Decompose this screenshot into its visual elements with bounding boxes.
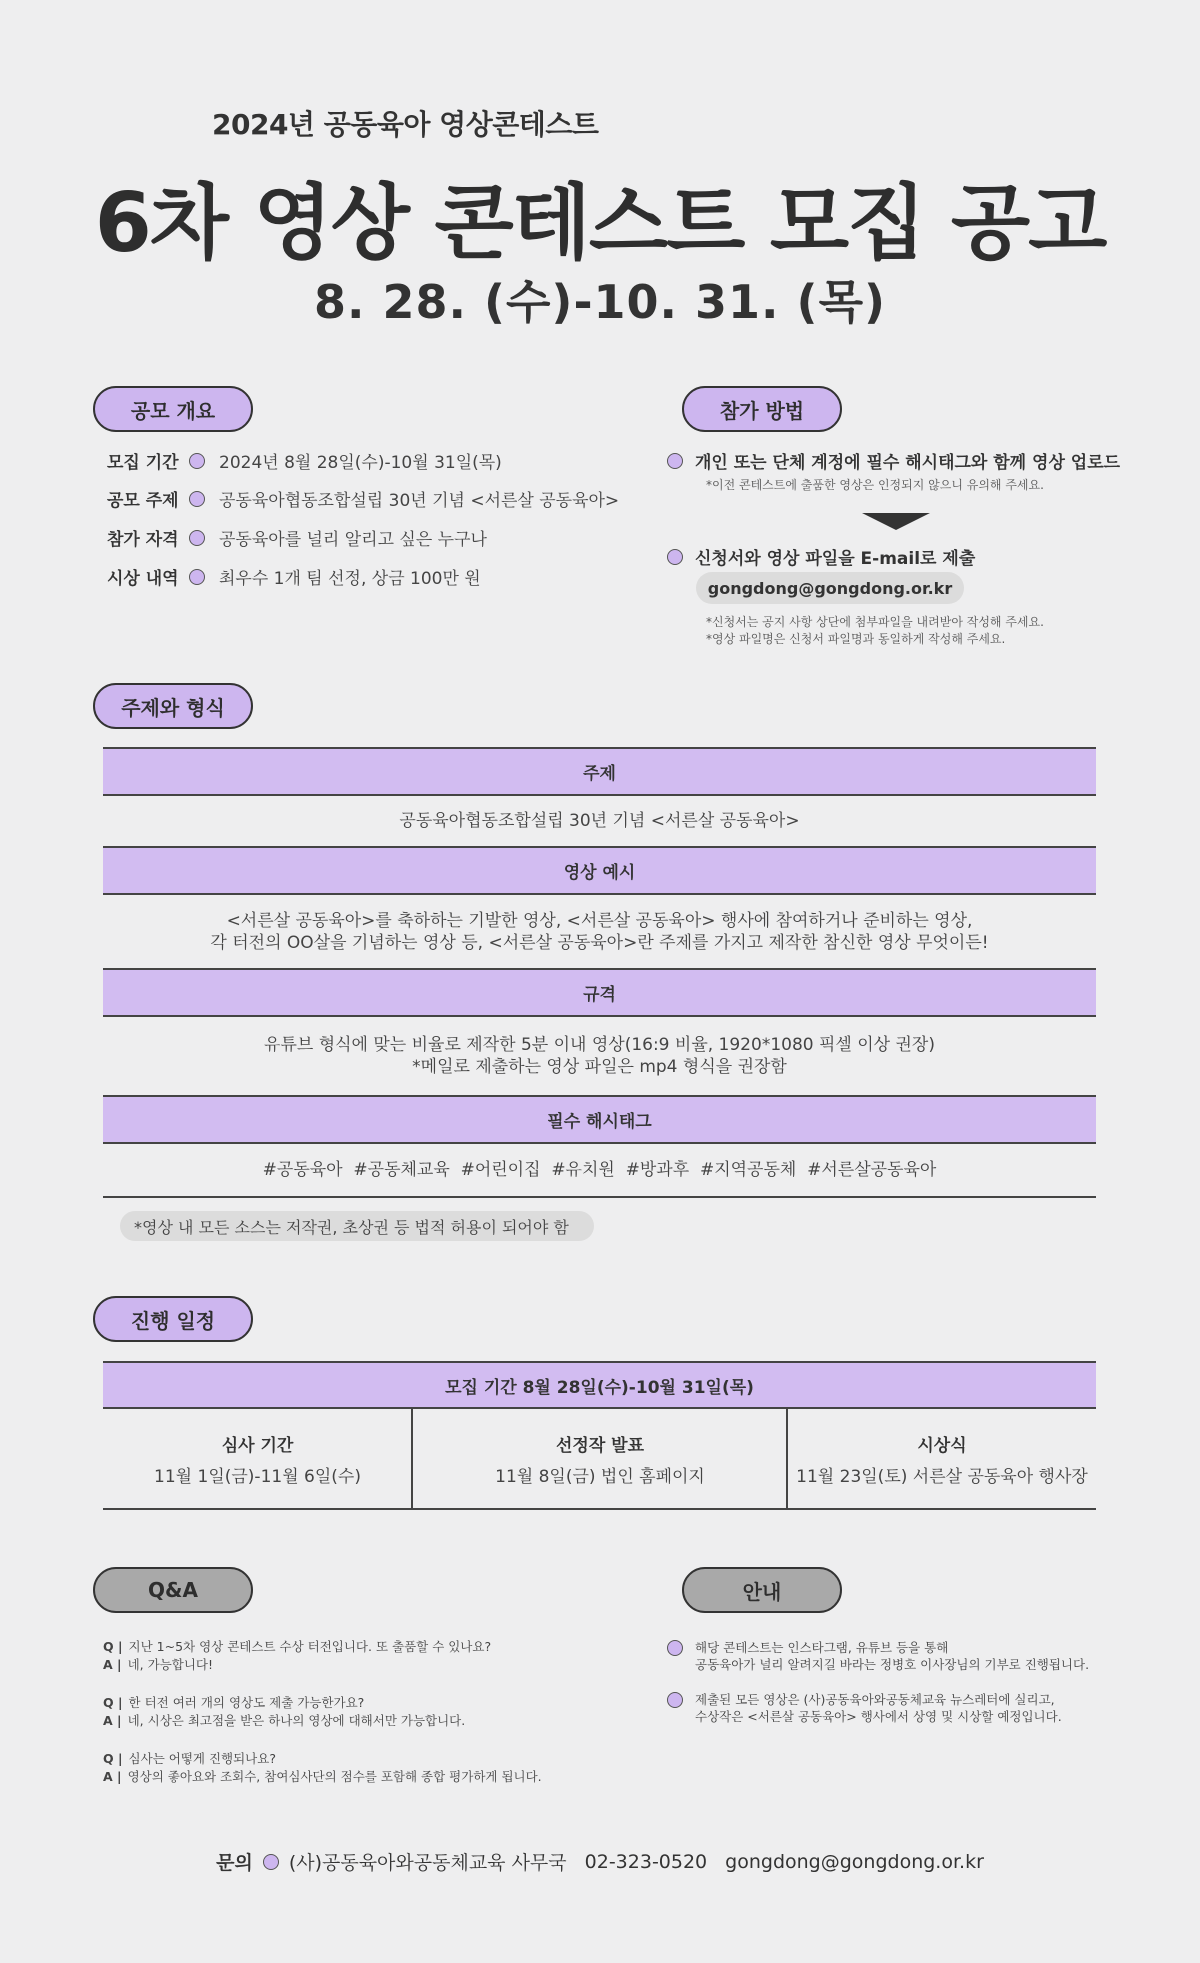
theme-section-label: 주제와 형식 xyxy=(93,683,253,729)
participation-section-label: 참가 방법 xyxy=(682,386,842,432)
schedule-column-value: 11월 1일(금)-11월 6일(수) xyxy=(154,1467,361,1487)
guide-line-1: 해당 콘테스트는 인스타그램, 유튜브 등을 통해 xyxy=(695,1640,949,1655)
question-text: 심사는 어떻게 진행되나요? xyxy=(128,1751,276,1766)
contact-footer xyxy=(0,1848,1200,1875)
answer-text: 네, 시상은 최고점을 받은 하나의 영상에 대해서만 가능합니다. xyxy=(127,1713,466,1728)
qa-item xyxy=(103,1694,465,1730)
bullet-dot-icon xyxy=(667,1692,683,1708)
answer-mark: A | xyxy=(103,1769,122,1784)
participation-step-2-text: 신청서와 영상 파일을 E-mail로 제출 xyxy=(695,549,976,569)
hashtag-cell xyxy=(103,1144,1096,1196)
participation-step-2 xyxy=(667,544,975,569)
down-arrow-icon xyxy=(862,513,930,530)
contest-period: 8. 28. (수)-10. 31. (목) xyxy=(313,275,887,329)
topic-header: 주제 xyxy=(103,747,1096,796)
overview-row xyxy=(107,486,619,511)
overview-row-value: 최우수 1개 팀 선정, 상금 100만 원 xyxy=(219,569,481,589)
overview-section-label: 공모 개요 xyxy=(93,386,253,432)
guide-item xyxy=(667,1691,1062,1725)
spec-header: 규격 xyxy=(103,968,1096,1017)
qa-section-label: Q&A xyxy=(93,1567,253,1613)
overview-row-label: 시상 내역 xyxy=(107,569,179,589)
schedule-column-title: 선정작 발표 xyxy=(555,1436,645,1456)
spec-cell xyxy=(103,1017,1096,1095)
bullet-dot-icon xyxy=(667,453,683,469)
overview-row xyxy=(107,448,502,473)
question-mark: Q | xyxy=(103,1639,123,1654)
contact-phone[interactable]: 02-323-0520 xyxy=(584,1850,708,1873)
schedule-column-title: 심사 기간 xyxy=(221,1436,294,1456)
participation-step-2-note-1: *신청서는 공지 사항 상단에 첨부파일을 내려받아 작성해 주세요. xyxy=(706,615,1044,629)
contact-label: 문의 xyxy=(216,1852,253,1874)
participation-step-1-note: *이전 콘테스트에 출품한 영상은 인정되지 않으니 유의해 주세요. xyxy=(706,478,1044,492)
schedule-column-announce xyxy=(413,1409,787,1509)
guide-line-2: 공동육아가 널리 알려지길 바라는 정병호 이사장님의 기부로 진행됩니다. xyxy=(695,1657,1090,1672)
topic-text: 공동육아협동조합설립 30년 기념 <서른살 공동육아> xyxy=(399,811,800,831)
schedule-section-label: 진행 일정 xyxy=(93,1296,253,1342)
overview-row-label: 공모 주제 xyxy=(107,491,179,511)
overview-row xyxy=(107,564,481,589)
guide-line-2: 수상작은 <서른살 공동육아> 행사에서 상영 및 시상할 예정입니다. xyxy=(695,1709,1062,1724)
bullet-dot-icon xyxy=(189,569,205,585)
copyright-note: *영상 내 모든 소스는 저작권, 초상권 등 법적 허용이 되어야 함 xyxy=(120,1211,594,1241)
qa-item xyxy=(103,1638,491,1674)
participation-step-2-note-2: *영상 파일명은 신청서 파일명과 동일하게 작성해 주세요. xyxy=(706,632,1006,646)
schedule-column-ceremony xyxy=(788,1409,1096,1509)
question-text: 한 터전 여러 개의 영상도 제출 가능한가요? xyxy=(128,1695,365,1710)
schedule-header: 모집 기간 8월 28일(수)-10월 31일(목) xyxy=(103,1361,1096,1409)
answer-mark: A | xyxy=(103,1713,122,1728)
example-line-2: 각 터전의 OO살을 기념하는 영상 등, <서른살 공동육아>란 주제를 가지고 제작한 참신한 영상 무엇이든! xyxy=(210,932,989,953)
guide-item xyxy=(667,1639,1089,1673)
answer-mark: A | xyxy=(103,1657,122,1672)
question-text: 지난 1~5차 영상 콘테스트 수상 터전입니다. 또 출품할 수 있나요? xyxy=(128,1639,492,1654)
participation-step-1-text: 개인 또는 단체 계정에 필수 해시태그와 함께 영상 업로드 xyxy=(695,453,1121,473)
overview-row xyxy=(107,525,487,550)
topic-cell xyxy=(103,796,1096,846)
answer-text: 네, 가능합니다! xyxy=(127,1657,214,1672)
overview-row-label: 참가 자격 xyxy=(107,530,179,550)
overview-row-value: 2024년 8월 28일(수)-10월 31일(목) xyxy=(219,453,502,473)
question-mark: Q | xyxy=(103,1751,123,1766)
bullet-dot-icon xyxy=(189,491,205,507)
participation-step-1 xyxy=(667,448,1120,473)
guide-line-1: 제출된 모든 영상은 (사)공동육아와공동체교육 뉴스레터에 실리고, xyxy=(695,1692,1055,1707)
question-mark: Q | xyxy=(103,1695,123,1710)
hashtag-list: #공동육아 #공동체교육 #어린이집 #유치원 #방과후 #지역공동체 #서른살공동육아 xyxy=(262,1160,937,1180)
bullet-dot-icon xyxy=(667,549,683,565)
page-title: 6차 영상 콘테스트 모집 공고 xyxy=(94,176,1106,271)
bullet-dot-icon xyxy=(189,530,205,546)
bullet-dot-icon xyxy=(263,1854,279,1870)
schedule-column-title: 시상식 xyxy=(917,1436,967,1456)
answer-text: 영상의 좋아요와 조회수, 참여심사단의 점수를 포함해 종합 평가하게 됩니다. xyxy=(127,1769,542,1784)
qa-item xyxy=(103,1750,542,1786)
spec-line-2: *메일로 제출하는 영상 파일은 mp4 형식을 권장함 xyxy=(412,1057,787,1077)
hashtag-header: 필수 해시태그 xyxy=(103,1095,1096,1144)
example-header: 영상 예시 xyxy=(103,846,1096,895)
example-line-1: <서른살 공동육아>를 축하하는 기발한 영상, <서른살 공동육아> 행사에 참여하거나 준비하는 영상, xyxy=(226,910,973,931)
table-divider xyxy=(103,1508,1096,1510)
guide-section-label: 안내 xyxy=(682,1567,842,1613)
schedule-column-value: 11월 23일(토) 서른살 공동육아 행사장 xyxy=(796,1467,1088,1487)
example-cell xyxy=(103,895,1096,968)
overview-row-value: 공동육아협동조합설립 30년 기념 <서른살 공동육아> xyxy=(219,491,620,511)
schedule-column-review xyxy=(103,1409,412,1509)
contact-org: (사)공동육아와공동체교육 사무국 xyxy=(288,1852,567,1874)
contest-subtitle: 2024년 공동육아 영상콘테스트 xyxy=(212,108,599,141)
spec-line-1: 유튜브 형식에 맞는 비율로 제작한 5분 이내 영상(16:9 비율, 1920*1080 픽셀 이상 권장) xyxy=(264,1035,935,1055)
bullet-dot-icon xyxy=(189,453,205,469)
submission-email[interactable]: gongdong@gongdong.or.kr xyxy=(696,572,964,604)
overview-row-label: 모집 기간 xyxy=(107,453,179,473)
schedule-column-value: 11월 8일(금) 법인 홈페이지 xyxy=(495,1467,705,1487)
table-divider xyxy=(103,1196,1096,1198)
contact-email[interactable]: gongdong@gongdong.or.kr xyxy=(725,1850,984,1873)
overview-row-value: 공동육아를 널리 알리고 싶은 누구나 xyxy=(219,530,487,550)
bullet-dot-icon xyxy=(667,1640,683,1656)
